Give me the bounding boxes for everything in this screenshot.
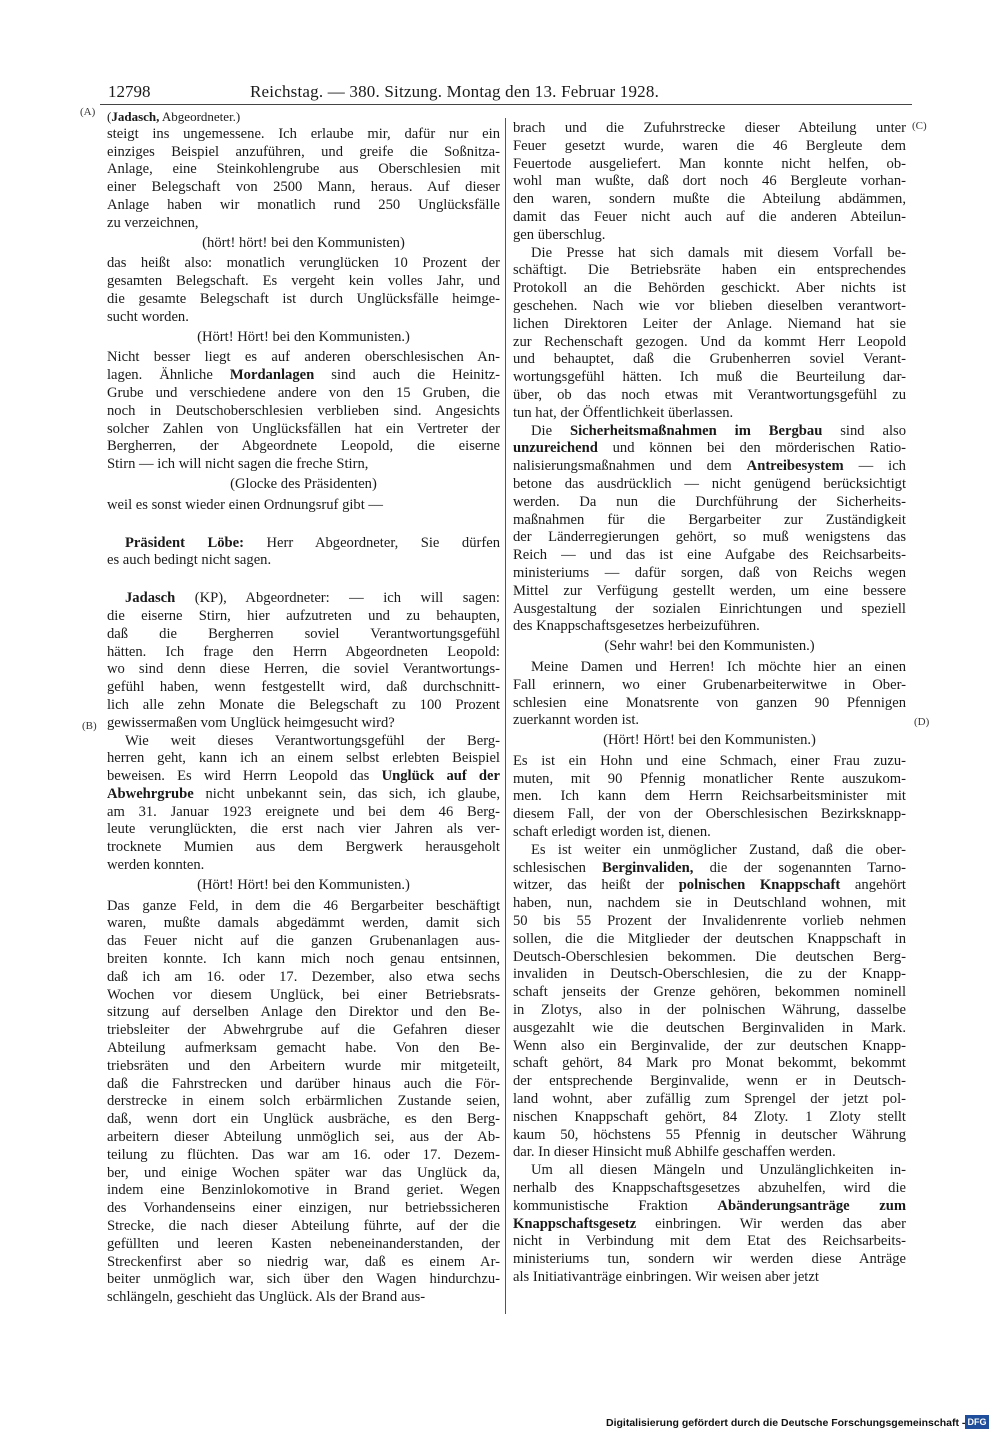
margin-marker-d: (D) — [914, 716, 930, 728]
text-run: sind auch die Heinitz- — [314, 367, 500, 384]
text-line: teilung zu flüchten. Das war am 16. oder 17. Dezem- — [107, 1146, 500, 1163]
text-line: breiten konnte. Ich kann mich noch genau entsinnen, — [107, 951, 500, 968]
bold-text: Präsident Löbe: — [125, 534, 244, 551]
text-line — [513, 423, 906, 441]
text-line: schaft gehört, 84 Mark pro Monat bekommt, bekommt — [513, 1055, 906, 1072]
text-line: einer Belegschaft von 2500 Mann, heraus. Auf dieser — [107, 179, 500, 196]
text-line: werden konnten. — [107, 857, 205, 874]
text-line: schaft erledigt worden ist, dienen. — [513, 824, 711, 841]
paragraph — [513, 423, 906, 637]
text-line — [107, 367, 500, 385]
spacer — [107, 515, 500, 535]
text-line: als Initiativanträge einbringen. Wir weisen aber jetzt — [513, 1269, 819, 1285]
text-line: über, ob das noch etwas mit Verantwortungsgefühl zu — [513, 386, 906, 403]
text-run: kommunistische Fraktion — [513, 1197, 718, 1214]
text-line: Protokoll an die Behörden geschickt. Aber nichts ist — [513, 280, 906, 297]
bold-text: Berginvaliden, — [602, 859, 694, 876]
bold-text: Abwehrgrube — [107, 785, 194, 802]
right-column — [513, 120, 906, 1287]
text-line: ausgezahlt wie die deutschen Berginvaliden in Mark. — [513, 1019, 906, 1036]
text-line: sollen, die die Mitglieder der deutschen Knappschaft in — [513, 930, 906, 947]
paragraph — [107, 497, 500, 515]
text-line: nicht in Verbindung mit dem Etat des Reichsarbeits- — [513, 1233, 906, 1250]
bold-text: Jadasch — [125, 590, 176, 607]
text-line — [107, 768, 500, 786]
text-line: damit das Feuer nicht auch auf die anderen Abteilun- — [513, 208, 906, 225]
text-line: triebsräten und den Arbeitern wurde mir mitgeteilt, — [107, 1057, 500, 1074]
text-line: wohl man wußte, daß dort noch 46 Bergleute vorhan- — [513, 173, 906, 190]
text-run: nalisierungsmaßnahmen und dem — [513, 458, 747, 475]
paragraph — [513, 842, 906, 1162]
text-run: — ich — [843, 458, 906, 475]
text-line: Es ist weiter ein unmöglicher Zustand, daß die ober- — [531, 841, 906, 858]
text-line: der entsprechende Berginvalide, wenn er in Deutsch- — [513, 1073, 906, 1090]
text-line: hätten. Ich frage den Herrn Abgeordneten Leopold: — [107, 643, 500, 660]
text-line: Wochen vor diesem Unglück, bei einer Betriebsrats- — [107, 986, 500, 1003]
text-line: die eiserne Stirn, hier aufzutreten und zu behaupten, — [107, 607, 500, 624]
text-line: Anlage, eine Steinkohlengrube aus Oberschlesien mit — [107, 161, 500, 178]
text-line: gewissermaßen vom Unglück heimgesucht wird? — [107, 714, 395, 731]
text-line: in Zlotys, also in der polnischen Währung, dasselbe — [513, 1002, 906, 1019]
text-line: beiter unmöglich war, sich über den Wagen hindurchzu- — [107, 1271, 500, 1288]
bold-text: polnischen Knappschaft — [678, 877, 841, 894]
text-run: Herr Abgeordneter, Sie dürfen — [244, 534, 500, 551]
bold-text: Sicherheitsmaßnahmen im Bergbau — [570, 422, 823, 439]
text-line: daß die Bergherren soviel Verantwortungsgefühl — [107, 625, 500, 642]
text-line: des Vorhandenseins einer einzigen, nur betriebssicheren — [107, 1200, 500, 1217]
text-run: Die — [531, 422, 570, 439]
continued-speaker-head — [107, 108, 500, 126]
paragraph — [107, 898, 500, 1307]
text-line — [107, 535, 500, 553]
text-line — [107, 786, 500, 804]
text-line: schlängeln, geschieht das Unglück. Als der Brand aus- — [107, 1289, 426, 1306]
interjection: (Sehr wahr! bei den Kommunisten.) — [604, 638, 815, 655]
text-run: (KP), Abgeordneter: — ich will sagen: — [175, 590, 500, 607]
left-column — [107, 108, 500, 1307]
bold-text: unzureichend — [513, 440, 598, 457]
paragraph — [107, 590, 500, 732]
paragraph — [513, 120, 906, 245]
text-line: gefühl haben, wenn festgestellt wird, daß durchschnitt- — [107, 679, 500, 696]
margin-marker-c: (C) — [912, 120, 927, 132]
text-run: ( — [107, 109, 112, 124]
text-line: dar. In dieser Hinsicht muß Abhilfe geschaffen werden. — [513, 1144, 836, 1161]
text-line: Mittel zur Verfügung gestellt werden, um eine bessere — [513, 582, 906, 599]
column-divider — [505, 118, 506, 1314]
text-run: lagen. Ähnliche — [107, 367, 230, 384]
text-line: steigt ins ungemessene. Ich erlaube mir, dafür nur ein — [107, 125, 500, 142]
text-line: men. Ich kann dem Herrn Reichsarbeitsminister mit — [513, 788, 906, 805]
text-line: trocknete Mumien aus dem Bergwerk herausgeholt — [107, 839, 500, 856]
text-line: ministeriums tun, sondern wir werden diese Anträge — [513, 1251, 906, 1268]
text-line: land wohnt, aber zufällig zum Sprengel der jetzt pol- — [513, 1091, 906, 1108]
text-line: der Länderregierungen gehört, so muß wenigstens das — [513, 529, 906, 546]
running-head: Reichstag. — 380. Sitzung. Montag den 13. Februar 1928. — [250, 82, 660, 101]
text-line: Die Presse hat sich damals mit diesem Vorfall be- — [531, 244, 906, 261]
paragraph — [107, 349, 500, 474]
text-line — [513, 877, 906, 895]
bold-text: Antreibesystem — [746, 458, 844, 475]
paragraph — [513, 659, 906, 730]
text-line: derstrecke in einem solch erbärmlichen Zustande seien, — [107, 1093, 500, 1110]
text-line: daß, wenn dort ein Unglück ausbräche, es den Berg- — [107, 1111, 500, 1128]
text-line: ministeriums — dafür sorgen, daß von Reichs wegen — [513, 564, 906, 581]
text-line: Wenn also ein Berginvalide, der zur deutschen Knapp- — [513, 1037, 906, 1054]
text-line: schäftigt. Die Betriebsräte haben ein entsprechendes — [513, 262, 906, 279]
text-line: das Feuer nicht auf die ganzen Grubenanlagen aus- — [107, 933, 500, 950]
text-line: Stirn — ich will nicht sagen die freche Stirn, — [107, 456, 369, 473]
text-line: betone das ausdrücklich — nicht genügend berücksichtigt — [513, 475, 906, 492]
text-line: Anlage haben wir monatlich rund 250 Unglücksfälle — [107, 196, 500, 213]
text-line: am 31. Januar 1923 ereignete und bei dem 46 Berg- — [107, 803, 500, 820]
interjection: (Hört! Hört! bei den Kommunisten.) — [603, 732, 816, 749]
paragraph — [107, 255, 500, 326]
text-line: zuerkannt worden ist. — [513, 712, 640, 729]
paragraph — [513, 753, 906, 842]
header-rule — [100, 104, 912, 105]
dfg-logo: DFG — [965, 1415, 989, 1429]
bold-text: Jadasch, — [111, 109, 160, 124]
margin-marker-b: (B) — [82, 720, 97, 732]
text-line: es auch bedingt nicht sagen. — [107, 552, 272, 569]
text-line: schaft jenseits der Grenze gehören, bekommen nominell — [513, 984, 906, 1001]
text-line: muten, mit 90 Pfennig monatlicher Rente auszukom- — [513, 770, 906, 787]
text-line: 50 bis 55 Prozent der Invalidenrente vorlieb nehmen — [513, 913, 906, 930]
text-line: gesamten Belegschaft. Es vergeht kein volles Jahr, und — [107, 273, 500, 290]
page-number: 12798 — [108, 82, 151, 101]
text-line: das heißt also: monatlich verunglücken 10 Prozent der — [107, 255, 500, 272]
text-line: brach und die Zufuhrstrecke dieser Abteilung unter — [513, 120, 906, 136]
text-line: Grube und verschiedene andere von den 15 Gruben, die — [107, 384, 500, 401]
text-line: waren, mußte damals abgedämmt werden, damit sich — [107, 915, 500, 932]
text-line: haben, nun, nachdem sie in Deutschland wohnen, mit — [513, 895, 906, 912]
interjection: (Glocke des Präsidenten) — [230, 475, 377, 492]
bold-text: Unglück auf der — [381, 768, 501, 785]
margin-marker-a: (A) — [80, 106, 96, 118]
text-line: diesem Fall, der von der Oberschlesischen Bezirksknapp- — [513, 806, 906, 823]
text-line: nischen Knappschaft gehört, 84 Zloty. 1 Zloty stellt — [513, 1108, 906, 1125]
text-line: Um all diesen Mängeln und Unzulänglichkeiten in- — [531, 1162, 906, 1179]
text-line: arbeitern dieser Abteilung unmöglich sei, aus der Ab- — [107, 1129, 500, 1146]
text-line: wo sind denn diese Herren, die soviel Verantwortungs- — [107, 661, 500, 678]
paragraph — [513, 245, 906, 423]
text-line: sucht worden. — [107, 308, 189, 325]
text-line: Bergherren, der Abgeordnete Leopold, die eiserne — [107, 438, 500, 455]
paragraph — [107, 733, 500, 875]
text-line: triebsleiter der Abwehrgrube auf die Gefahren dieser — [107, 1022, 500, 1039]
text-run: und können bei den mörderischen Ratio- — [597, 440, 906, 457]
text-line: gefüllten und leeren Kasten nebeneinanderstanden, der — [107, 1235, 500, 1252]
text-line: tun hat, der Öffentlichkeit überlassen. — [513, 404, 734, 421]
text-run: beweisen. Es wird Herrn Leopold das — [107, 768, 382, 785]
funding-credit: Digitalisierung gefördert durch die Deutsche Forschungsgemeinschaft - — [606, 1417, 966, 1429]
text-line: und behauptet, daß die Grubenherren soviel Verant- — [513, 351, 906, 368]
text-line: Wie weit dieses Verantwortungsgefühl der Berg- — [125, 732, 500, 749]
text-line: zur Rechenschaft gezogen. Und da kommt Herr Leopold — [513, 333, 906, 350]
text-line: Es ist ein Hohn und eine Schmach, einer Frau zuzu- — [513, 752, 906, 769]
text-line: daß die Fahrstrecken und darüber hinaus auch die För- — [107, 1075, 500, 1092]
text-run: sind also — [822, 422, 906, 439]
text-line — [513, 860, 906, 878]
text-line — [513, 458, 906, 476]
text-line: geschehen. Nach wie vor blieben dieselben verantwort- — [513, 297, 906, 314]
bold-text: Mordanlagen — [229, 367, 315, 384]
text-line: solcher Zahlen von Unglücksfällen hat ein Vertreter der — [107, 420, 500, 437]
text-run: Abgeordneter.) — [159, 109, 241, 124]
text-line: des Knappschaftsgesetzes herbeizuführen. — [513, 618, 760, 635]
text-line: Nicht besser liegt es auf anderen oberschlesischen An- — [107, 349, 500, 366]
text-line: Strecke, die nach dieser Abteilung führte, auf der die — [107, 1218, 500, 1235]
text-line: lichen Direktoren Leiter der Anlage. Niemand hat sie — [513, 315, 906, 332]
text-line: den waren, sondern mußte die Abteilung abdämmen, — [513, 191, 906, 208]
text-line: invaliden in Deutsch-Oberschlesien, die zu der Knapp- — [513, 966, 906, 983]
text-line: herren geht, kann ich an einem selbst erlebten Beispiel — [107, 750, 500, 767]
text-line — [513, 1198, 906, 1216]
text-line: einziges Beispiel anzuführen, und greife die Soßnitza- — [107, 143, 500, 160]
text-line: lich alle zehn Monate die Belegschaft zu 100 Prozent — [107, 696, 500, 713]
interjection: (Hört! Hört! bei den Kommunisten.) — [197, 876, 410, 893]
text-line — [513, 1216, 906, 1234]
text-line: zu verzeichnen, — [107, 214, 199, 231]
text-line: Feuertode ausgeliefert. Man konnte nicht helfen, ob- — [513, 155, 906, 172]
text-line: Deutsch-Oberschlesien bekommen. Die deutschen Berg- — [513, 948, 906, 965]
text-run: nicht unbekannt sein, das sich, ich glaube, — [193, 785, 500, 802]
interjection: (Hört! Hört! bei den Kommunisten.) — [197, 328, 410, 345]
text-line: nerhalb des Knappschaftsgesetzes abzuhelfen, wird die — [513, 1180, 906, 1197]
paragraph — [107, 535, 500, 571]
text-line: sitzung auf derselben Anlage den Direktor und den Be- — [107, 1004, 500, 1021]
text-line: gen überschlug. — [513, 226, 606, 243]
text-line: Das ganze Feld, in dem die 46 Bergarbeiter beschäftigt — [107, 897, 500, 914]
paragraph — [513, 1162, 906, 1287]
text-line: daß ich am 16. oder 17. Dezember, also etwa sechs — [107, 968, 500, 985]
text-line: Abteilung aufmerksam gemacht habe. Von den Be- — [107, 1040, 500, 1057]
text-run: witzer, das heißt der — [513, 877, 679, 894]
bold-text: Knappschaftsgesetz — [513, 1215, 637, 1232]
text-line: Ausgestaltung der sozialen Einrichtungen und speziell — [513, 600, 906, 617]
text-line: Fall erinnern, wo einer Grubenarbeiterwitwe in Ober- — [513, 676, 906, 693]
text-line: Meine Damen und Herren! Ich möchte hier an einen — [531, 658, 906, 675]
interjection: (hört! hört! bei den Kommunisten) — [202, 234, 405, 251]
text-line: die gesamte Belegschaft ist durch Unglücksfälle heimge- — [107, 290, 500, 307]
text-line: noch in Deutschoberschlesien verblieben sind. Angesichts — [107, 402, 500, 419]
paragraph — [107, 126, 500, 233]
text-line — [107, 590, 500, 608]
text-line: leute verunglückten, die erst nach vier Jahren als ver- — [107, 821, 500, 838]
bold-text: Abänderungsanträge zum — [717, 1197, 906, 1214]
text-line: weil es sonst wieder einen Ordnungsruf gibt — — [107, 496, 384, 513]
text-run: die der sogenannten Tarno- — [693, 859, 906, 876]
text-line: indem eine Benzinlokomotive in Brand geriet. Wegen — [107, 1182, 500, 1199]
text-line: kaum 50, höchstens 55 Pfennig in deutscher Währung — [513, 1126, 906, 1143]
text-line: wortungsgefühl hätten. Ich muß die Beurteilung dar- — [513, 369, 906, 386]
text-line: ber, und einige Wochen später war das Unglück da, — [107, 1164, 500, 1181]
text-line: schlesien eine Monatsrente von ganzen 90 Pfennigen — [513, 694, 906, 711]
text-line: Reich — und das ist eine Aufgabe des Reichsarbeits- — [513, 547, 906, 564]
text-run: angehört — [840, 877, 906, 894]
text-line: werden. Da nun die Durchführung der Sicherheits- — [513, 493, 906, 510]
text-run: einbringen. Wir werden das aber — [636, 1215, 906, 1232]
text-line — [513, 440, 906, 458]
text-line: Streckenfirst aber so niedrig war, daß es einem Ar- — [107, 1253, 500, 1270]
text-line: Feuer gesetzt wurde, waren die 46 Bergleute dem — [513, 137, 906, 154]
text-line: maßnahmen für die Bergarbeiter zur Zuständigkeit — [513, 511, 906, 528]
text-run: schlesischen — [513, 859, 603, 876]
spacer — [107, 570, 500, 590]
